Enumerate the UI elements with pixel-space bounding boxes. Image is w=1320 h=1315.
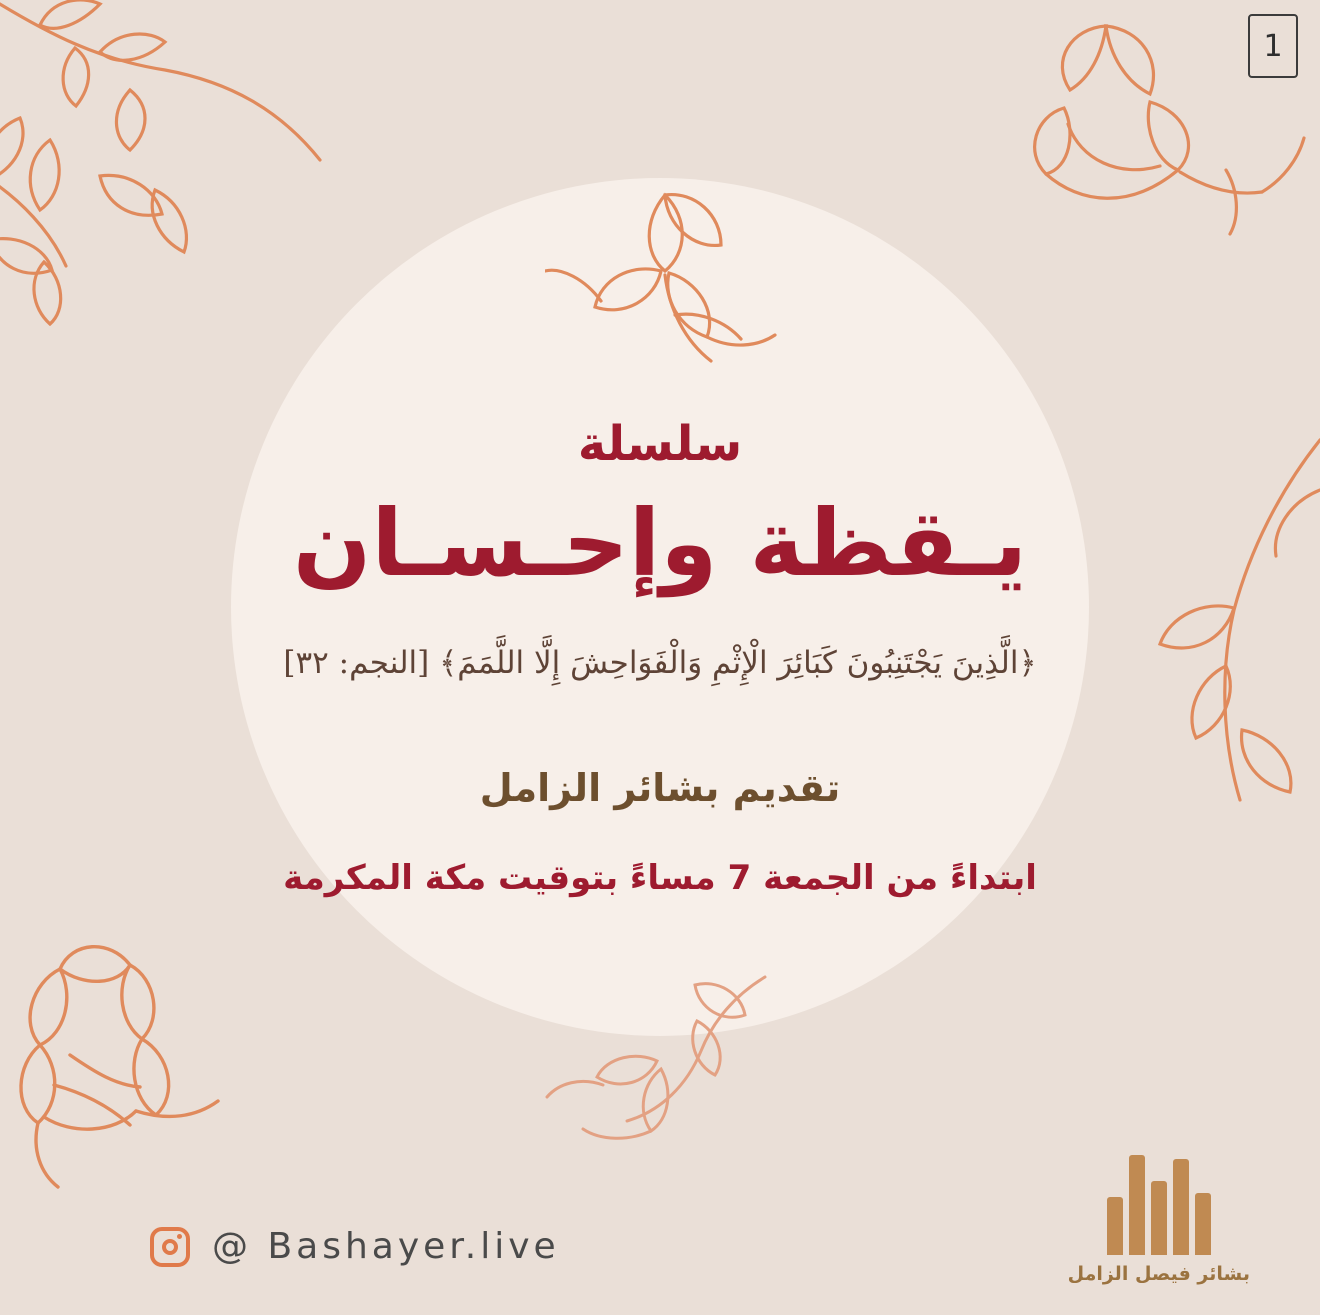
schedule-text: ابتداءً من الجمعة 7 مساءً بتوقيت مكة المكرمة <box>283 858 1037 899</box>
brand-logo <box>1068 1145 1250 1285</box>
page-title: يـقظة وإحـسـان <box>292 489 1028 597</box>
flower-bottomleft-decoration <box>10 935 330 1195</box>
instagram-handle[interactable] <box>150 1226 560 1267</box>
quran-verse: ﴿الَّذِينَ يَجْتَنِبُونَ كَبَائِرَ الْإِثْمِ وَالْفَوَاحِشَ إِلَّا اللَّمَمَ﴾ [النجم: ٣٢] <box>283 644 1037 681</box>
brand-mark-icon <box>1068 1145 1250 1255</box>
series-label: سلسلة <box>577 416 743 472</box>
page-number-badge: 1 <box>1248 14 1298 78</box>
instagram-handle-label: @ Bashayer.live <box>212 1226 560 1267</box>
brand-name-label: بشائر فيصل الزامل <box>1067 1263 1250 1285</box>
instagram-icon[interactable] <box>150 1227 190 1267</box>
presenter-name: تقديم بشائر الزامل <box>479 766 841 811</box>
main-content <box>160 178 1160 898</box>
